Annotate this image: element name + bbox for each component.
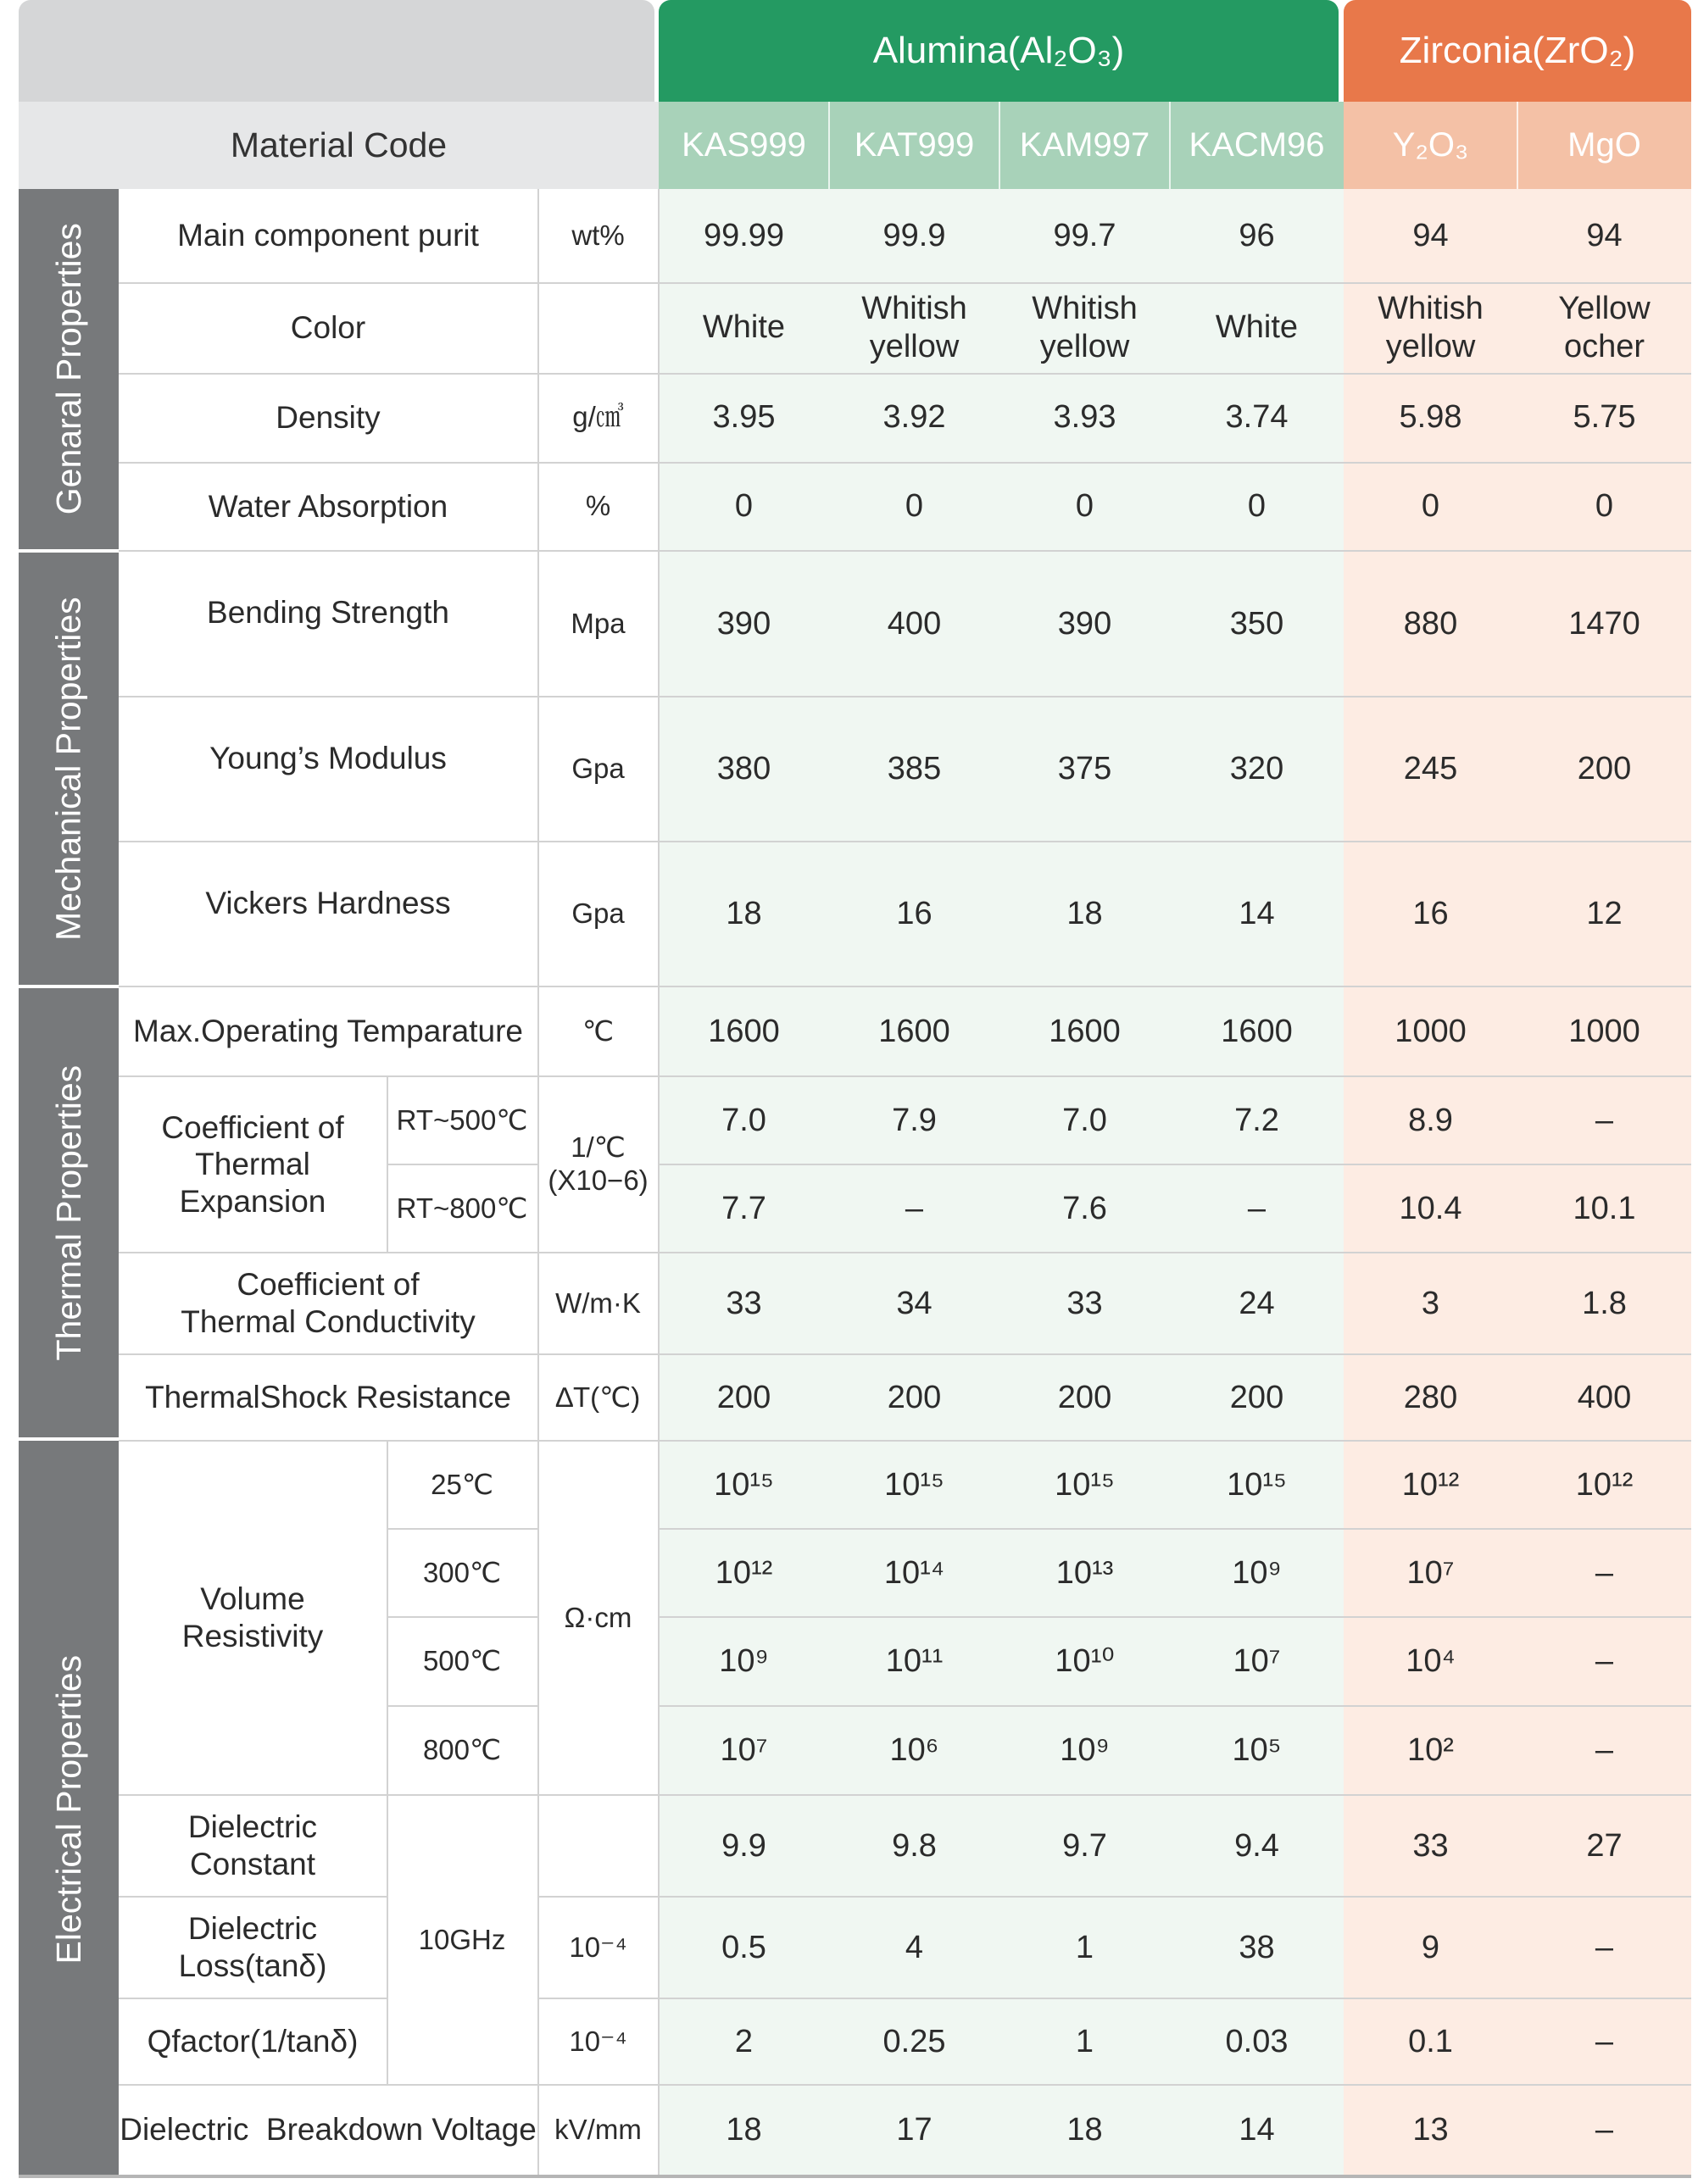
prop-max-operating-temp: Max.Operating Temparature [119,986,537,1076]
value-cell: 390 [999,551,1170,697]
value-cell: 10.4 [1344,1164,1517,1253]
unit-volume-resistivity: Ω·cm [537,1441,659,1795]
value-cell: 10¹⁴ [829,1529,999,1617]
value-cell: 385 [829,697,999,842]
prop-thermal-expansion: Coefficient of Thermal Expansion [119,1076,387,1253]
category-mechanical: Mechanical Properties [19,553,119,985]
value-cell: 3 [1344,1253,1517,1354]
prop-color: Color [119,282,537,373]
unit-thermal-conductivity: W/m·K [537,1253,659,1354]
value-cell: – [1170,1164,1344,1253]
value-cell: White [1170,282,1344,373]
grid-line [119,696,1691,697]
value-cell: 33 [659,1253,829,1354]
value-cell: 16 [1344,842,1517,986]
value-cell: 3.74 [1170,373,1344,462]
value-cell: 200 [829,1354,999,1441]
value-cell: 17 [829,2085,999,2175]
category-general: Genaral Properties [19,189,119,549]
value-cell: 1600 [829,986,999,1076]
value-cell: 10⁵ [1170,1706,1344,1795]
value-cell: 1000 [1344,986,1517,1076]
value-cell: 0.5 [659,1897,829,1998]
grid-line [658,189,660,2175]
grid-line [537,1998,1691,1999]
sub-25c: 25℃ [387,1441,537,1529]
header-divider [1517,102,1518,189]
prop-density: Density [119,373,537,462]
value-cell: 350 [1170,551,1344,697]
code-y2o3: Y₂O₃ [1344,102,1517,189]
value-cell: 10¹⁵ [829,1441,999,1529]
value-cell: – [829,1164,999,1253]
value-cell: 400 [1517,1354,1691,1441]
value-cell: 1600 [999,986,1170,1076]
value-cell: 96 [1170,189,1344,282]
value-cell: 38 [1170,1897,1344,1998]
value-cell: 0 [1344,462,1517,551]
value-cell: 10.1 [1517,1164,1691,1253]
value-cell: 0 [1170,462,1344,551]
value-cell: 12 [1517,842,1691,986]
value-cell: 9.4 [1170,1795,1344,1897]
unit-youngs-modulus: Gpa [537,697,659,842]
value-cell: 10⁹ [1170,1529,1344,1617]
value-cell: 10¹³ [999,1529,1170,1617]
value-cell: Whitish yellow [999,282,1170,373]
value-cell: 245 [1344,697,1517,842]
table-bottom-border [19,2175,1691,2178]
value-cell: 10¹⁰ [999,1617,1170,1706]
prop-dielectric-loss: Dielectric Loss(tanδ) [119,1897,387,1998]
value-cell: 7.9 [829,1076,999,1164]
value-cell: 280 [1344,1354,1517,1441]
grid-line [119,1896,387,1898]
value-cell: 0 [999,462,1170,551]
grid-line [659,1528,1691,1530]
value-cell: 9.7 [999,1795,1170,1897]
unit-qfactor: 10⁻⁴ [537,1998,659,2085]
value-cell: 1000 [1517,986,1691,1076]
sub-rt-800: RT~800℃ [387,1164,537,1253]
value-cell: 1600 [659,986,829,1076]
value-cell: 10⁹ [999,1706,1170,1795]
unit-vickers-hardness: Gpa [537,842,659,986]
value-cell: 18 [659,2085,829,2175]
grid-line [119,2084,1691,2086]
unit-purity: wt% [537,189,659,282]
value-cell: 9 [1344,1897,1517,1998]
value-cell: 10⁶ [829,1706,999,1795]
grid-line [387,1441,388,2085]
category-thermal: Thermal Properties [19,988,119,1437]
category-electrical: Electrical Properties [19,1441,119,2178]
value-cell: 10¹⁵ [999,1441,1170,1529]
value-cell: 3.95 [659,373,829,462]
sub-500c: 500℃ [387,1617,537,1706]
value-cell: Yellow ocher [1517,282,1691,373]
value-cell: 99.99 [659,189,829,282]
value-cell: 200 [659,1354,829,1441]
value-cell: 390 [659,551,829,697]
value-cell: 375 [999,697,1170,842]
grid-line [119,462,1691,464]
value-cell: 33 [1344,1795,1517,1897]
value-cell: 200 [1517,697,1691,842]
grid-line [119,1794,1691,1796]
value-cell: 7.0 [999,1076,1170,1164]
value-cell: 10¹¹ [829,1617,999,1706]
value-cell: 10¹⁵ [1170,1441,1344,1529]
prop-water-absorption: Water Absorption [119,462,537,551]
value-cell: 0 [1517,462,1691,551]
grid-line [119,1440,1691,1442]
unit-water-absorption: % [537,462,659,551]
material-code-label: Material Code [19,102,659,189]
value-cell: 3.92 [829,373,999,462]
grid-line [537,1896,1691,1898]
value-cell: 380 [659,697,829,842]
value-cell: 9.9 [659,1795,829,1897]
unit-color [537,282,659,373]
prop-dielectric-constant: Dielectric Constant [119,1795,387,1897]
value-cell: 9.8 [829,1795,999,1897]
sub-rt-500: RT~500℃ [387,1076,537,1164]
value-cell: 1470 [1517,551,1691,697]
category-separator [19,549,119,553]
value-cell: 10⁷ [1344,1529,1517,1617]
grid-line [119,1252,1691,1253]
value-cell: 0 [829,462,999,551]
value-cell: 0.03 [1170,1998,1344,2085]
prop-vickers-hardness: Vickers Hardness [119,842,537,964]
value-cell: – [1517,1706,1691,1795]
unit-density: g/㎤ [537,373,659,462]
value-cell: 200 [1170,1354,1344,1441]
value-cell: 10⁷ [659,1706,829,1795]
value-cell: 0.1 [1344,1998,1517,2085]
grid-line [119,841,1691,842]
value-cell: – [1517,2085,1691,2175]
unit-breakdown-voltage: kV/mm [537,2085,659,2175]
prop-volume-resistivity: Volume Resistivity [119,1441,387,1795]
category-separator [19,985,119,988]
value-cell: 10¹² [659,1529,829,1617]
header-blank [19,0,654,102]
grid-line [387,1616,537,1618]
prop-thermal-conductivity: Coefficient of Thermal Conductivity [119,1253,537,1354]
sub-10ghz: 10GHz [387,1795,537,2085]
grid-line [387,1528,537,1530]
value-cell: – [1517,1076,1691,1164]
unit-max-operating-temp: ℃ [537,986,659,1076]
value-cell: 27 [1517,1795,1691,1897]
grid-line [659,1164,1691,1165]
value-cell: 18 [659,842,829,986]
value-cell: 10² [1344,1706,1517,1795]
grid-line [119,1998,387,1999]
value-cell: 14 [1170,842,1344,986]
value-cell: 33 [999,1253,1170,1354]
sub-300c: 300℃ [387,1529,537,1617]
value-cell: 13 [1344,2085,1517,2175]
grid-line [119,1075,1691,1077]
value-cell: 8.9 [1344,1076,1517,1164]
grid-line [659,1705,1691,1707]
value-cell: 10¹² [1517,1441,1691,1529]
unit-bending-strength: Mpa [537,551,659,697]
value-cell: 1 [999,1897,1170,1998]
value-cell: 1600 [1170,986,1344,1076]
grid-line [119,282,1691,284]
prop-qfactor: Qfactor(1/tanδ) [119,1998,387,2085]
prop-thermal-shock: ThermalShock Resistance [119,1354,537,1441]
prop-youngs-modulus: Young’s Modulus [119,697,537,820]
value-cell: 0.25 [829,1998,999,2085]
value-cell: 400 [829,551,999,697]
value-cell: – [1517,1998,1691,2085]
grid-line [119,1353,1691,1355]
value-cell: 0 [659,462,829,551]
value-cell: 2 [659,1998,829,2085]
value-cell: – [1517,1897,1691,1998]
grid-line [119,550,1691,552]
value-cell: 34 [829,1253,999,1354]
value-cell: Whitish yellow [829,282,999,373]
code-mgo: MgO [1517,102,1691,189]
code-kas999: KAS999 [659,102,829,189]
unit-thermal-expansion: 1/℃ (X10−6) [537,1076,659,1253]
value-cell: 1.8 [1517,1253,1691,1354]
header-divider [1169,102,1171,189]
prop-purity: Main component purit [119,189,537,282]
value-cell: 880 [1344,551,1517,697]
material-properties-table [19,0,1691,2184]
value-cell: 24 [1170,1253,1344,1354]
code-kat999: KAT999 [829,102,999,189]
value-cell: 5.98 [1344,373,1517,462]
value-cell: White [659,282,829,373]
code-kacm96: KACM96 [1170,102,1344,189]
value-cell: 10¹⁵ [659,1441,829,1529]
category-separator [19,1437,119,1441]
value-cell: 1 [999,1998,1170,2085]
value-cell: 7.6 [999,1164,1170,1253]
code-kam997: KAM997 [999,102,1170,189]
grid-line [659,1616,1691,1618]
value-cell: Whitish yellow [1344,282,1517,373]
value-cell: 320 [1170,697,1344,842]
prop-breakdown-voltage: Dielectric Breakdown Voltage [119,2085,537,2175]
sub-800c: 800℃ [387,1706,537,1795]
value-cell: 99.7 [999,189,1170,282]
value-cell: 200 [999,1354,1170,1441]
value-cell: 10¹² [1344,1441,1517,1529]
prop-bending-strength: Bending Strength [119,551,537,674]
value-cell: 16 [829,842,999,986]
value-cell: 94 [1344,189,1517,282]
value-cell: 94 [1517,189,1691,282]
grid-line [537,189,539,2175]
value-cell: 5.75 [1517,373,1691,462]
value-cell: 14 [1170,2085,1344,2175]
unit-dielectric-loss: 10⁻⁴ [537,1897,659,1998]
value-cell: 4 [829,1897,999,1998]
value-cell: 7.2 [1170,1076,1344,1164]
value-cell: 7.7 [659,1164,829,1253]
value-cell: 3.93 [999,373,1170,462]
value-cell: 10⁴ [1344,1617,1517,1706]
grid-line [119,986,1691,987]
zirconia-group-header: Zirconia(ZrO₂) [1344,0,1691,102]
value-cell: 99.9 [829,189,999,282]
grid-line [387,1705,537,1707]
value-cell: – [1517,1529,1691,1617]
grid-line [387,1164,537,1165]
value-cell: 18 [999,2085,1170,2175]
header-divider [828,102,830,189]
grid-line [119,373,1691,375]
value-cell: 7.0 [659,1076,829,1164]
value-cell: – [1517,1617,1691,1706]
unit-thermal-shock: ∆T(℃) [537,1354,659,1441]
header-divider [999,102,1000,189]
value-cell: 10⁷ [1170,1617,1344,1706]
value-cell: 10⁹ [659,1617,829,1706]
alumina-group-header: Alumina(Al₂O₃) [659,0,1339,102]
value-cell: 18 [999,842,1170,986]
unit-dielectric-constant [537,1795,659,1897]
